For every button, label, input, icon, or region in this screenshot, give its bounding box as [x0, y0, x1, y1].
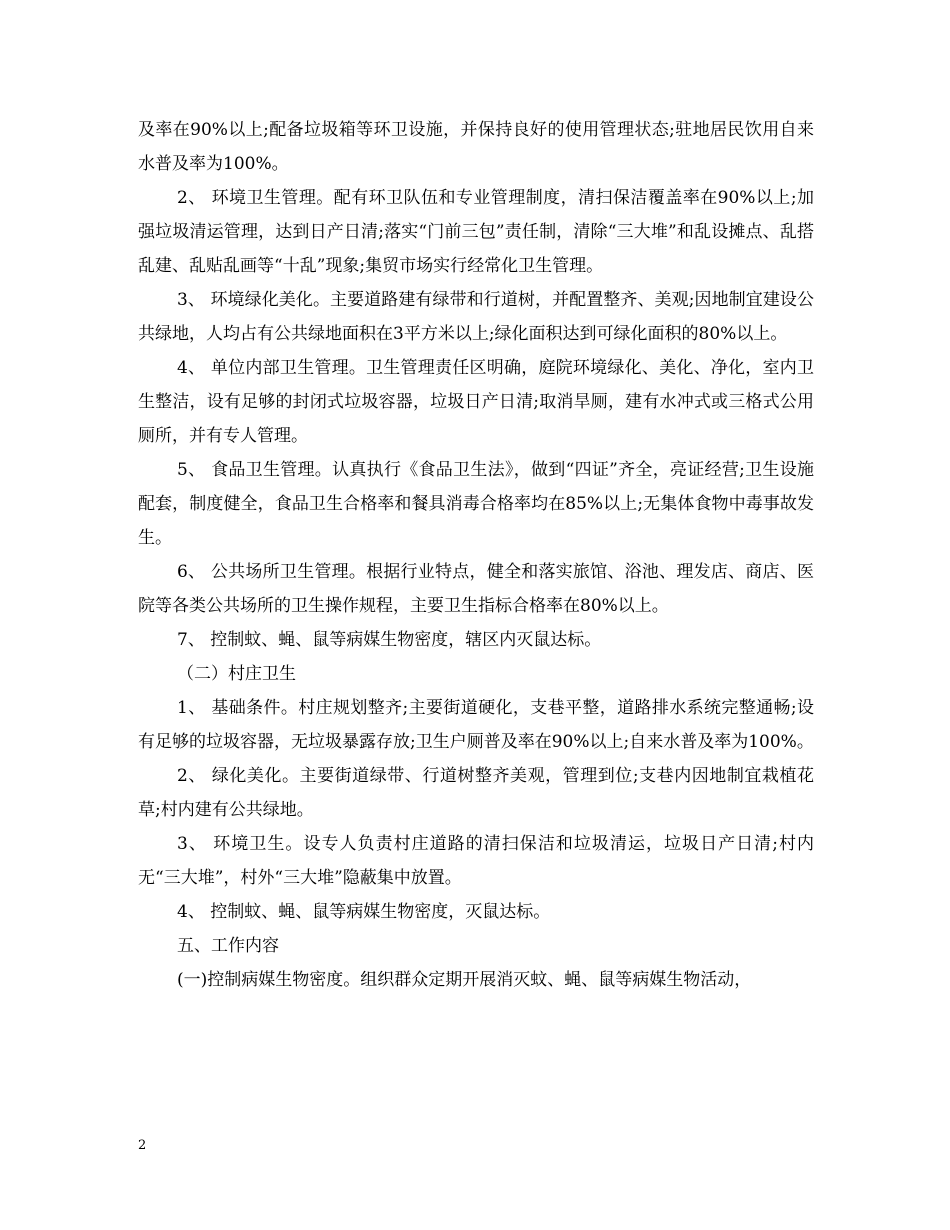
paragraph-item-6-public-places: 6、 公共场所卫生管理。根据行业特点，健全和落实旅馆、浴池、理发店、商店、医院等各类公共场所的卫生操作规程，主要卫生指标合格率在80%以上。 [138, 562, 814, 616]
section-heading-village-hygiene: （二）村庄卫生 [177, 664, 296, 684]
paragraph-continuation: 及率在90%以上;配备垃圾箱等环卫设施，并保持良好的使用管理状态;驻地居民饮用自来水普及率为100%。 [138, 120, 814, 174]
paragraph-work-item-1-vector-control: (一)控制病媒生物密度。组织群众定期开展消灭蚊、蝇、鼠等病媒生物活动， [177, 970, 752, 990]
paragraph-item-5-food-hygiene: 5、 食品卫生管理。认真执行《食品卫生法》，做到“四证”齐全，亮证经营;卫生设施配套，制度健全，食品卫生合格率和餐具消毒合格率均在85%以上;无集体食物中毒事故发生。 [138, 460, 814, 548]
paragraph-village-item-2-greening: 2、 绿化美化。主要街道绿带、行道树整齐美观，管理到位;支巷内因地制宜栽植花草;村内建有公共绿地。 [138, 766, 814, 820]
paragraph-item-4-unit-hygiene: 4、 单位内部卫生管理。卫生管理责任区明确，庭院环境绿化、美化、净化，室内卫生整洁，设有足够的封闭式垃圾容器，垃圾日产日清;取消旱厕，建有水冲式或三格式公用厕所，并有专人管理。 [138, 358, 814, 446]
paragraph-item-2-sanitation-management: 2、 环境卫生管理。配有环卫队伍和专业管理制度，清扫保洁覆盖率在90%以上;加强垃圾清运管理，达到日产日清;落实“门前三包”责任制，清除“三大堆”和乱设摊点、乱搭乱建、乱贴乱画等“十乱”现象;集贸市场实行经常化卫生管理。 [138, 188, 814, 276]
section-heading-work-content: 五、工作内容 [177, 936, 279, 956]
paragraph-item-3-greening: 3、 环境绿化美化。主要道路建有绿带和行道树，并配置整齐、美观;因地制宜建设公共绿地，人均占有公共绿地面积在3平方米以上;绿化面积达到可绿化面积的80%以上。 [138, 290, 814, 344]
paragraph-item-7-pest-control: 7、 控制蚊、蝇、鼠等病媒生物密度，辖区内灭鼠达标。 [177, 630, 602, 650]
page-number: 2 [138, 1138, 147, 1153]
paragraph-village-item-3-environment: 3、 环境卫生。设专人负责村庄道路的清扫保洁和垃圾清运，垃圾日产日清;村内无“三大堆”，村外“三大堆”隐蔽集中放置。 [138, 834, 814, 888]
paragraph-village-item-1-basic-conditions: 1、 基础条件。村庄规划整齐;主要街道硬化，支巷平整，道路排水系统完整通畅;设有足够的垃圾容器，无垃圾暴露存放;卫生户厕普及率在90%以上;自来水普及率为100%。 [138, 698, 814, 752]
document-body [138, 113, 814, 997]
paragraph-village-item-4-pest-control: 4、 控制蚊、蝇、鼠等病媒生物密度，灭鼠达标。 [177, 902, 551, 922]
